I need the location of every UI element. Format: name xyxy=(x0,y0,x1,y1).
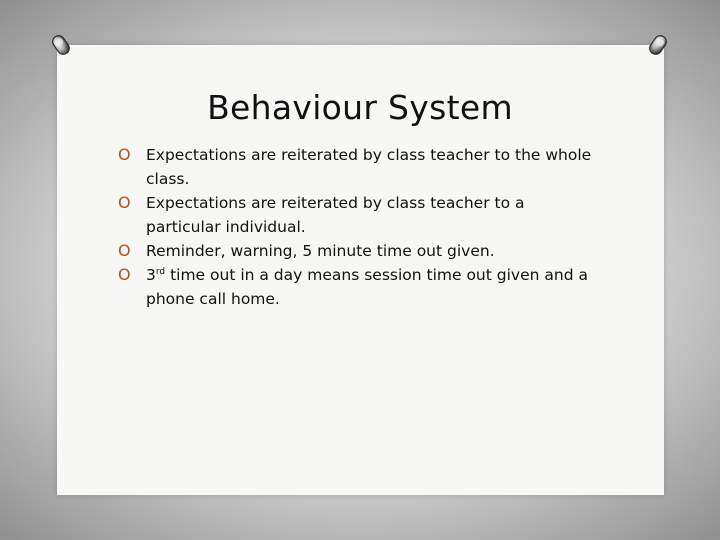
bullet-item xyxy=(118,143,598,191)
bullet-number: 3 xyxy=(146,266,156,284)
bullet-text: Expectations are reiterated by class teacher to the whole class. xyxy=(146,146,592,188)
ordinal-suffix: rd xyxy=(155,266,166,277)
bullet-list xyxy=(118,143,598,311)
bullet-text: Reminder, warning, 5 minute time out given. xyxy=(146,242,495,260)
pushpin-icon xyxy=(48,32,74,58)
bullet-item xyxy=(118,191,598,239)
bullet-text: time out in a day means session time out given and a phone call home. xyxy=(146,266,588,308)
bullet-marker: O xyxy=(118,193,131,212)
bullet-marker: O xyxy=(118,145,131,164)
bullet-text: Expectations are reiterated by class teacher to a particular individual. xyxy=(146,194,525,236)
bullet-item xyxy=(118,263,598,311)
bullet-item xyxy=(118,239,598,263)
pushpin-icon xyxy=(645,32,671,58)
slide-title: Behaviour System xyxy=(207,88,513,127)
bullet-marker: O xyxy=(118,265,131,284)
bullet-marker: O xyxy=(118,241,131,260)
